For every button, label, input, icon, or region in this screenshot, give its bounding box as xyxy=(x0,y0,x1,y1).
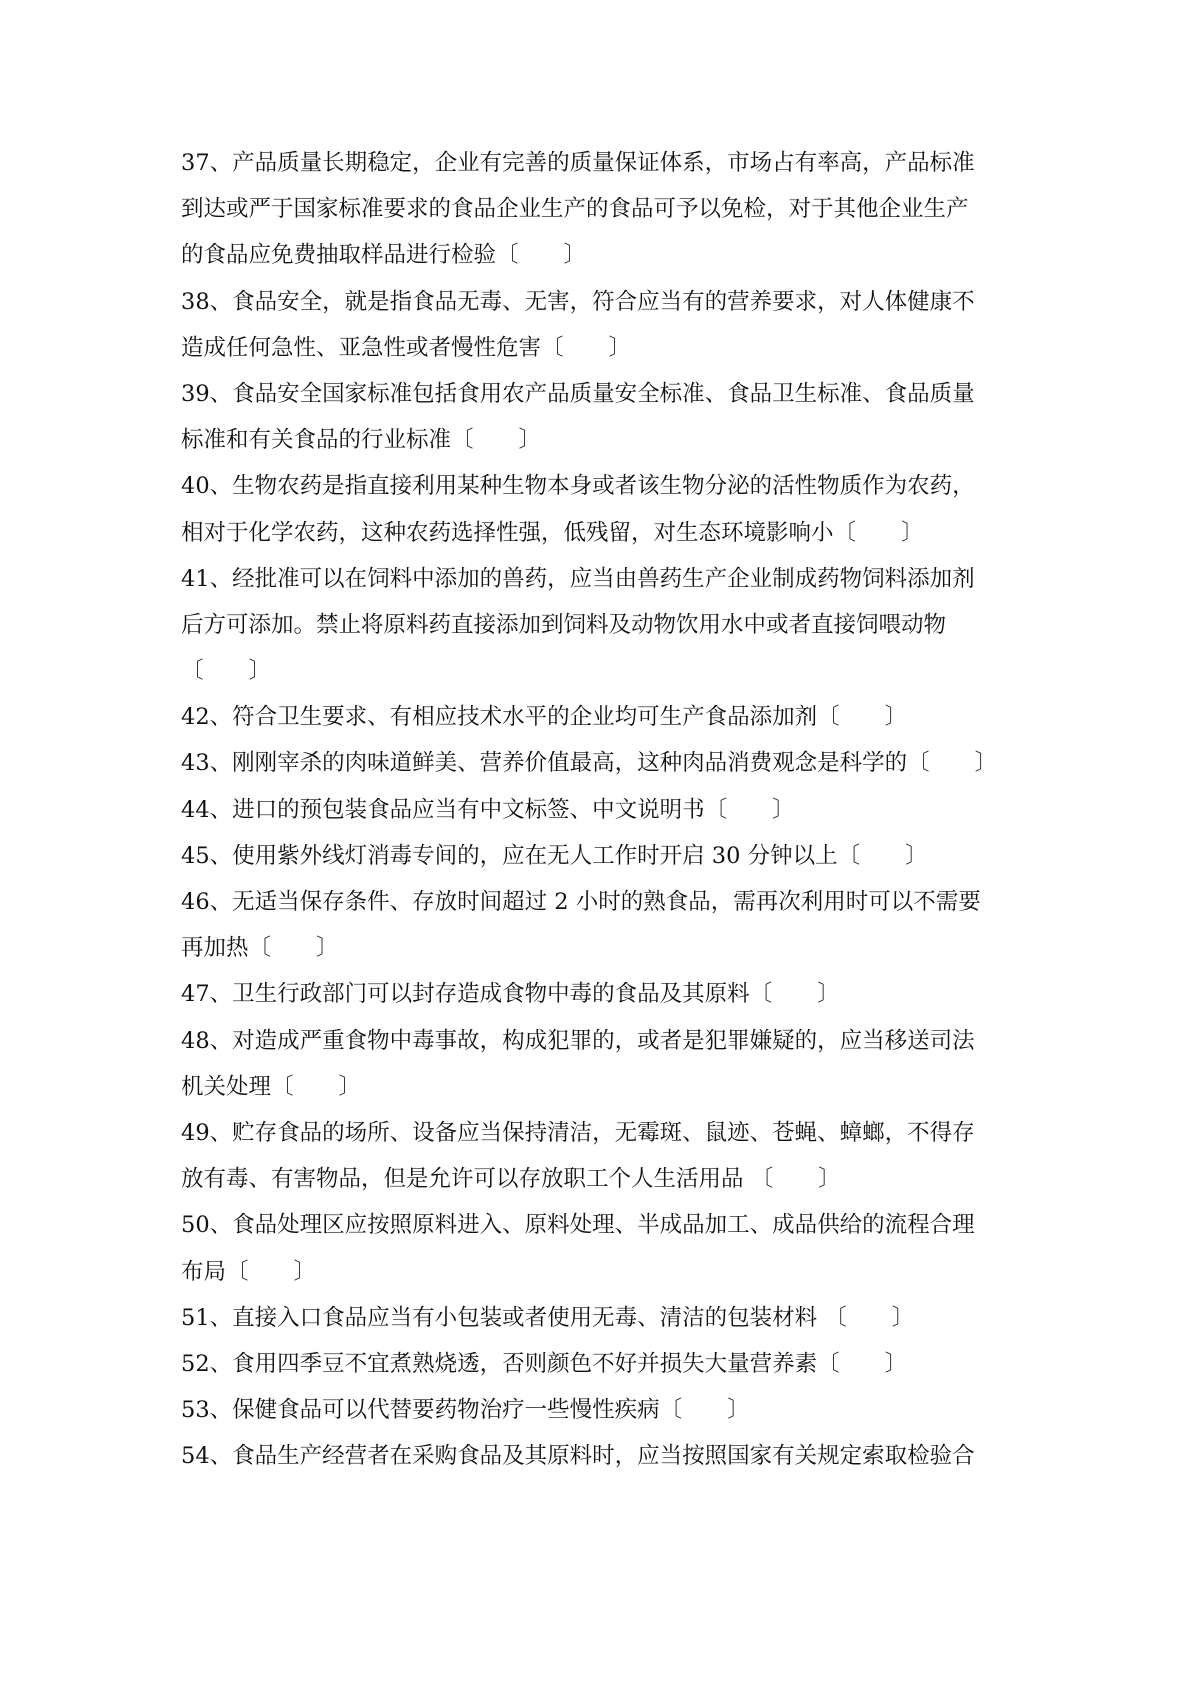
text-line: 后方可添加。禁止将原料药直接添加到饲料及动物饮用水中或者直接饲喂动物 xyxy=(181,611,947,638)
question-list xyxy=(181,140,1027,1479)
text-line: 的食品应免费抽取样品进行检验〔 〕 xyxy=(181,242,587,269)
text-line: 布局〔 〕 xyxy=(181,1258,317,1285)
text-line: 到达或严于国家标准要求的食品企业生产的食品可予以免检，对于其他企业生产 xyxy=(181,196,969,223)
text-line: 42、符合卫生要求、有相应技术水平的企业均可生产食品添加剂〔 〕 xyxy=(181,704,908,731)
text-line: 53、保健食品可以代替要药物治疗一些慢性疾病〔 〕 xyxy=(181,1397,750,1424)
text-line: 放有毒、有害物品，但是允许可以存放职工个人生活用品 〔 〕 xyxy=(181,1166,841,1193)
text-line: 49、贮存食品的场所、设备应当保持清洁，无霉斑、鼠迹、苍蝇、蟑螂，不得存 xyxy=(181,1119,975,1146)
text-line: 50、食品处理区应按照原料进入、原料处理、半成品加工、成品供给的流程合理 xyxy=(181,1212,975,1239)
text-line: 47、卫生行政部门可以封存造成食物中毒的食品及其原料〔 〕 xyxy=(181,981,840,1008)
text-line: 40、生物农药是指直接利用某种生物本身或者该生物分泌的活性物质作为农药， xyxy=(181,473,975,500)
text-line: 54、食品生产经营者在采购食品及其原料时，应当按照国家有关规定索取检验合 xyxy=(181,1443,975,1470)
text-line: 37、产品质量长期稳定，企业有完善的质量保证体系，市场占有率高，产品标准 xyxy=(181,150,975,176)
text-line: 造成任何急性、亚急性或者慢性危害〔 〕 xyxy=(181,334,632,361)
text-line: 标准和有关食品的行业标准〔 〕 xyxy=(181,427,542,454)
text-line: 45、使用紫外线灯消毒专间的，应在无人工作时开启 30 分钟以上〔 〕 xyxy=(181,842,928,869)
text-line: 相对于化学农药，这种农药选择性强，低残留，对生态环境影响小〔 〕 xyxy=(181,519,924,546)
text-line: 51、直接入口食品应当有小包装或者使用无毒、清洁的包装材料 〔 〕 xyxy=(181,1304,915,1331)
text-line: 48、对造成严重食物中毒事故，构成犯罪的，或者是犯罪嫌疑的，应当移送司法 xyxy=(181,1027,975,1054)
text-line: 41、经批准可以在饲料中添加的兽药，应当由兽药生产企业制成药物饲料添加剂 xyxy=(181,565,975,592)
text-line: 〔 〕 xyxy=(181,658,272,685)
text-line: 39、食品安全国家标准包括食用农产品质量安全标准、食品卫生标准、食品质量 xyxy=(181,380,975,407)
text-line: 再加热〔 〕 xyxy=(181,935,339,962)
text-line: 机关处理〔 〕 xyxy=(181,1073,362,1100)
text-line: 52、食用四季豆不宜煮熟烧透，否则颜色不好并损失大量营养素〔 〕 xyxy=(181,1350,908,1377)
text-line: 44、进口的预包装食品应当有中文标签、中文说明书〔 〕 xyxy=(181,796,795,823)
text-line: 43、刚刚宰杀的肉味道鲜美、营养价值最高，这种肉品消费观念是科学的〔 〕 xyxy=(181,750,998,777)
text-line: 38、食品安全，就是指食品无毒、无害，符合应当有的营养要求，对人体健康不 xyxy=(181,288,975,315)
text-line: 46、无适当保存条件、存放时间超过 2 小时的熟食品，需再次利用时可以不需要 xyxy=(181,889,981,915)
